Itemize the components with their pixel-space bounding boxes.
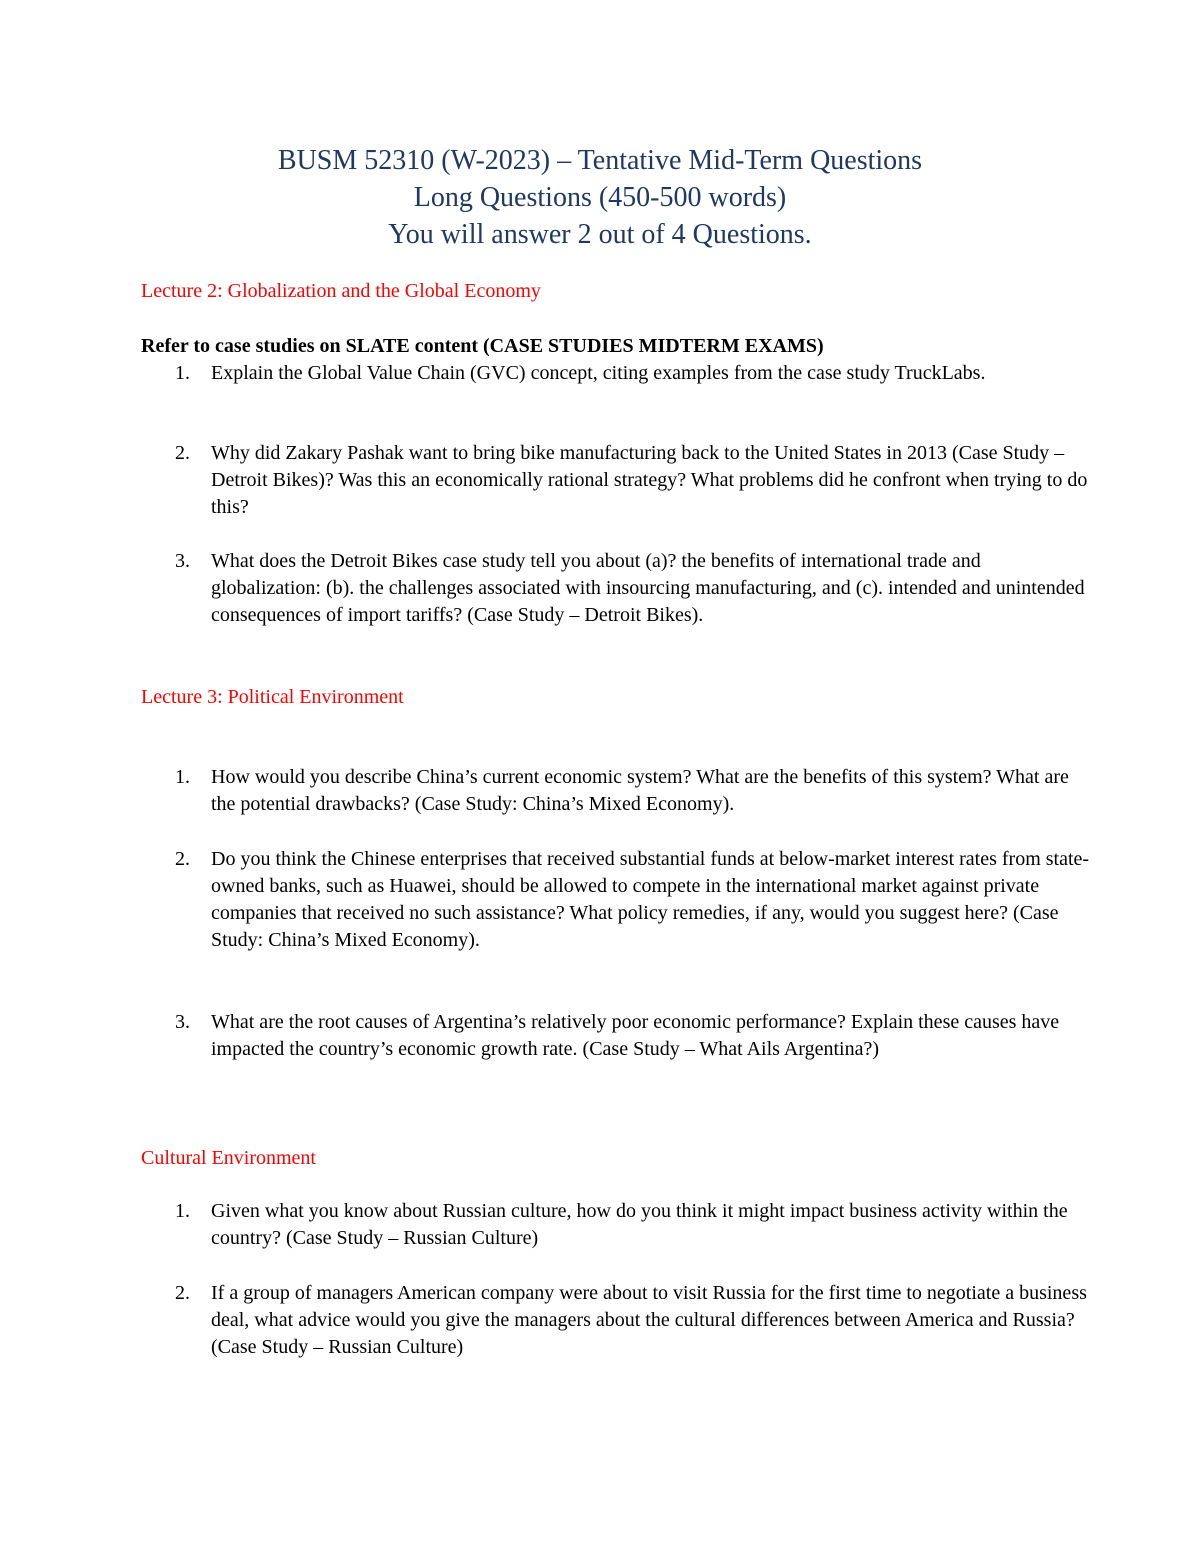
section-heading-cultural: Cultural Environment <box>141 1147 316 1169</box>
document-instructions: You will answer 2 out of 4 Questions. <box>388 219 812 250</box>
question-text: Explain the Global Value Chain (GVC) concept, citing examples from the case study TruckLabs. <box>211 362 986 384</box>
question-text: What does the Detroit Bikes case study tell you about (a)? the benefits of international trade and globalization: (b). the challenges associated with insourcing manufacturing, and (c). intended and unintended consequences of import tariffs? (Case Study – Detroit Bikes). <box>211 550 1085 626</box>
section-heading-lecture-2: Lecture 2: Globalization and the Global Economy <box>141 280 541 302</box>
question-number: 3. <box>175 550 190 572</box>
document-title: BUSM 52310 (W-2023) – Tentative Mid-Term Questions <box>277 145 923 176</box>
question-text: Given what you know about Russian culture, how do you think it might impact business activity within the country? (Case Study – Russian Culture) <box>211 1200 1068 1249</box>
question-text: What are the root causes of Argentina’s relatively poor economic performance? Explain these causes have impacted the country’s economic growth rate. (Case Study – What Ails Argentina?) <box>211 1011 1060 1060</box>
question-number: 2. <box>175 442 190 464</box>
question-number: 3. <box>175 1011 190 1033</box>
question-text: Do you think the Chinese enterprises that received substantial funds at below-market interest rates from state-owned banks, such as Huawei, should be allowed to compete in the international market against private companies that received no such assistance? What policy remedies, if any, would you suggest here? (Case Study: China’s Mixed Economy). <box>211 848 1090 951</box>
question-number: 1. <box>175 766 190 788</box>
question-number: 1. <box>175 362 190 384</box>
question-number: 2. <box>175 848 190 870</box>
question-text: If a group of managers American company were about to visit Russia for the first time to negotiate a business deal, what advice would you give the managers about the cultural differences between America and Russia? (Case Study – Russian Culture) <box>211 1282 1087 1358</box>
case-study-note: Refer to case studies on SLATE content (CASE STUDIES MIDTERM EXAMS) <box>141 335 824 357</box>
question-number: 2. <box>175 1282 190 1304</box>
question-text: How would you describe China’s current economic system? What are the benefits of this system? What are the potential drawbacks? (Case Study: China’s Mixed Economy). <box>211 766 1069 815</box>
document-subtitle: Long Questions (450-500 words) <box>413 182 787 213</box>
section-heading-lecture-3: Lecture 3: Political Environment <box>141 686 404 708</box>
question-text: Why did Zakary Pashak want to bring bike manufacturing back to the United States in 2013 (Case Study – Detroit Bikes)? Was this an economically rational strategy? What problems did he confront when trying to do this? <box>211 442 1088 518</box>
question-number: 1. <box>175 1200 190 1222</box>
